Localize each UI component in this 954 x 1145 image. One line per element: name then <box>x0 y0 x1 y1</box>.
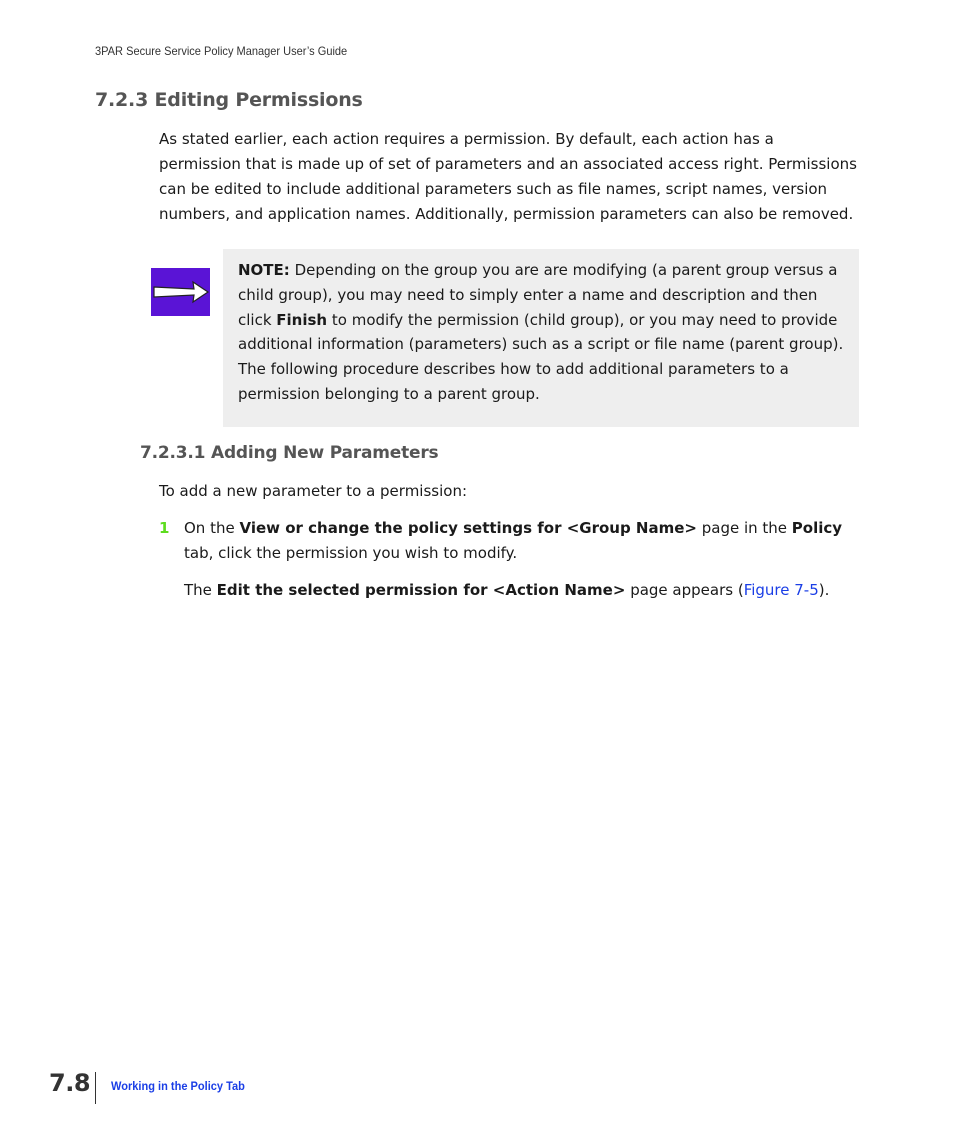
page-number: 7.8 <box>49 1069 91 1097</box>
step-text-part: page in the <box>696 519 792 537</box>
step-text <box>184 516 860 566</box>
procedure-intro: To add a new parameter to a permission: <box>159 482 468 500</box>
step-number: 1 <box>159 519 170 537</box>
footer-chapter-title: Working in the Policy Tab <box>111 1079 245 1093</box>
step-result <box>184 578 860 603</box>
step-text-part: On the <box>184 519 240 537</box>
note-finish-term: Finish <box>276 310 328 329</box>
subsection-heading: 7.2.3.1 Adding New Parameters <box>140 443 439 463</box>
step-result-part: The <box>184 581 217 599</box>
figure-cross-reference-link[interactable]: Figure 7-5 <box>743 581 819 599</box>
note-text <box>238 258 850 407</box>
right-arrow-icon <box>151 268 210 316</box>
note-label: NOTE: <box>238 261 290 279</box>
result-page-name: Edit the selected permission for <Action Name> <box>216 581 626 599</box>
section-heading: 7.2.3 Editing Permissions <box>95 89 363 111</box>
step-page-name: View or change the policy settings for <Group Name> <box>239 519 697 537</box>
section-intro-paragraph: As stated earlier, each action requires a permission. By default, each action has a permission that is made up of set of parameters and an associated access right. Permissions can be edited to include additional parameters such as file names, script names, version numbers, and application names. Additionally, permission parameters can also be removed. <box>159 130 857 223</box>
running-header: 3PAR Secure Service Policy Manager User’s Guide <box>95 44 348 58</box>
note-text-part: Depending on the group you are are modifying (a parent group versus a child group), you may need to simply enter a name and description and then click <box>238 261 838 329</box>
footer-divider <box>95 1072 96 1104</box>
step-tab-name: Policy <box>791 519 843 537</box>
step-result-part: ). <box>818 581 830 599</box>
step-text-part: tab, click the permission you wish to modify. <box>184 544 518 562</box>
step-result-part: page appears ( <box>625 581 744 599</box>
note-text-part: to modify the permission (child group), or you may need to provide additional information (parameters) such as a script or file name (parent group). The following procedure describes how to add additional parameters to a permission belonging to a parent group. <box>238 310 844 403</box>
